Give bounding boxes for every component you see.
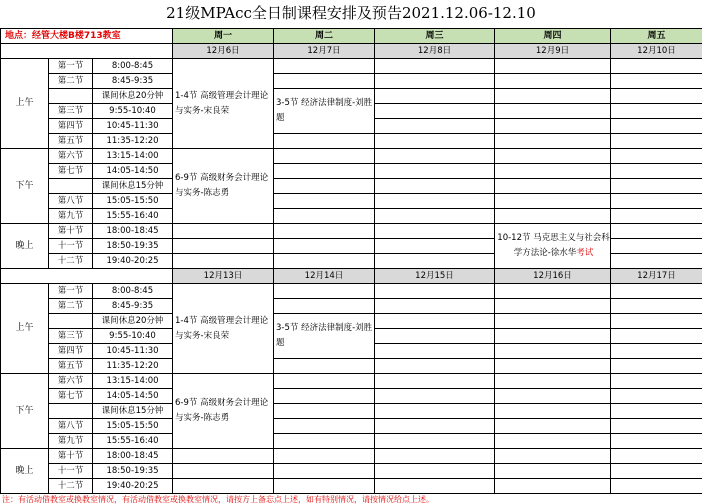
empty-slot bbox=[611, 119, 702, 134]
empty-slot bbox=[495, 344, 611, 359]
period-name: 十二节 bbox=[49, 479, 93, 494]
date-cell: 12月16日 bbox=[495, 269, 611, 284]
empty-slot bbox=[375, 314, 495, 329]
period-time: 9:55-10:40 bbox=[93, 329, 173, 344]
empty-slot bbox=[375, 74, 495, 89]
empty-slot bbox=[375, 284, 495, 299]
empty-slot bbox=[274, 419, 375, 434]
period-name: 第四节 bbox=[49, 119, 93, 134]
empty-slot bbox=[495, 134, 611, 149]
empty-slot bbox=[375, 299, 495, 314]
period-name: 第七节 bbox=[49, 389, 93, 404]
weekday-header: 周三 bbox=[375, 29, 495, 44]
empty-slot bbox=[173, 479, 274, 494]
empty-slot bbox=[495, 374, 611, 389]
empty-slot bbox=[611, 179, 702, 194]
empty-slot bbox=[173, 464, 274, 479]
empty-slot bbox=[274, 464, 375, 479]
empty-slot bbox=[495, 74, 611, 89]
empty-slot bbox=[495, 119, 611, 134]
period-time: 15:55-16:40 bbox=[93, 434, 173, 449]
weekday-header: 周二 bbox=[274, 29, 375, 44]
empty-slot bbox=[611, 374, 702, 389]
empty-slot bbox=[611, 149, 702, 164]
empty-slot bbox=[375, 149, 495, 164]
date-cell: 12月8日 bbox=[375, 44, 495, 59]
empty-slot bbox=[375, 134, 495, 149]
period-time: 课间休息20分钟 bbox=[93, 89, 173, 104]
period-time: 11:35-12:20 bbox=[93, 359, 173, 374]
period-time: 13:15-14:00 bbox=[93, 149, 173, 164]
empty-slot bbox=[375, 119, 495, 134]
date-cell: 12月15日 bbox=[375, 269, 495, 284]
course-block: 6-9节 高级财务会计理论与实务-陈志勇 bbox=[173, 149, 274, 224]
empty-slot bbox=[274, 449, 375, 464]
empty-slot bbox=[375, 224, 495, 239]
empty-slot bbox=[495, 479, 611, 494]
empty-slot bbox=[611, 59, 702, 74]
empty-slot bbox=[375, 434, 495, 449]
empty-slot bbox=[375, 329, 495, 344]
empty-slot bbox=[611, 314, 702, 329]
empty-slot bbox=[274, 404, 375, 419]
empty-slot bbox=[274, 74, 375, 89]
period-time: 14:05-14:50 bbox=[93, 389, 173, 404]
empty-slot bbox=[375, 419, 495, 434]
period-time: 15:55-16:40 bbox=[93, 209, 173, 224]
period-time: 10:45-11:30 bbox=[93, 344, 173, 359]
empty-slot bbox=[375, 194, 495, 209]
empty-slot bbox=[274, 59, 375, 74]
empty-slot bbox=[611, 344, 702, 359]
empty-slot bbox=[375, 89, 495, 104]
empty-slot bbox=[611, 209, 702, 224]
period-time: 11:35-12:20 bbox=[93, 134, 173, 149]
period-name: 第八节 bbox=[49, 419, 93, 434]
empty-slot bbox=[274, 179, 375, 194]
period-time: 课间休息15分钟 bbox=[93, 179, 173, 194]
period-name: 十一节 bbox=[49, 464, 93, 479]
empty-slot bbox=[495, 389, 611, 404]
empty-slot bbox=[495, 209, 611, 224]
empty-slot bbox=[495, 464, 611, 479]
empty-slot bbox=[173, 254, 274, 269]
empty-slot bbox=[611, 284, 702, 299]
empty-slot bbox=[611, 434, 702, 449]
empty-slot bbox=[375, 209, 495, 224]
empty-slot bbox=[274, 164, 375, 179]
date-row-spacer bbox=[1, 44, 173, 59]
empty-slot bbox=[611, 134, 702, 149]
half-day-morning: 上午 bbox=[1, 59, 49, 149]
period-name: 第三节 bbox=[49, 329, 93, 344]
empty-slot bbox=[611, 419, 702, 434]
half-day-morning: 上午 bbox=[1, 284, 49, 374]
period-name: 第四节 bbox=[49, 344, 93, 359]
date-cell: 12月14日 bbox=[274, 269, 375, 284]
period-name: 第一节 bbox=[49, 59, 93, 74]
period-time: 13:15-14:00 bbox=[93, 374, 173, 389]
course-block: 1-4节 高级管理会计理论与实务-宋良荣 bbox=[173, 284, 274, 374]
location-label: 地点：经管大楼B楼713教室 bbox=[1, 29, 173, 44]
period-name: 第二节 bbox=[49, 74, 93, 89]
empty-slot bbox=[274, 374, 375, 389]
empty-slot bbox=[611, 104, 702, 119]
empty-slot bbox=[375, 374, 495, 389]
empty-slot bbox=[611, 329, 702, 344]
empty-slot bbox=[611, 464, 702, 479]
empty-slot bbox=[274, 239, 375, 254]
empty-slot bbox=[611, 239, 702, 254]
empty-slot bbox=[375, 464, 495, 479]
empty-slot bbox=[495, 299, 611, 314]
empty-slot bbox=[495, 59, 611, 74]
period-time: 8:45-9:35 bbox=[93, 299, 173, 314]
empty-slot bbox=[375, 59, 495, 74]
course-block: 1-4节 高级管理会计理论与实务-宋良荣 bbox=[173, 59, 274, 149]
period-name: 第六节 bbox=[49, 374, 93, 389]
empty-slot bbox=[274, 224, 375, 239]
date-row-spacer bbox=[1, 269, 173, 284]
page-title: 21级MPAcc全日制课程安排及预告2021.12.06-12.10 bbox=[166, 4, 536, 22]
date-cell: 12月7日 bbox=[274, 44, 375, 59]
date-cell: 12月10日 bbox=[611, 44, 702, 59]
empty-slot bbox=[611, 224, 702, 239]
empty-slot bbox=[611, 164, 702, 179]
period-time: 8:00-8:45 bbox=[93, 59, 173, 74]
empty-slot bbox=[173, 239, 274, 254]
empty-slot bbox=[495, 164, 611, 179]
course-block: 3-5节 经济法律制度-刘胜题 bbox=[274, 314, 375, 359]
empty-slot bbox=[375, 239, 495, 254]
empty-slot bbox=[495, 179, 611, 194]
empty-slot bbox=[495, 434, 611, 449]
period-name: 十一节 bbox=[49, 239, 93, 254]
period-time: 课间休息15分钟 bbox=[93, 404, 173, 419]
period-time: 19:40-20:25 bbox=[93, 479, 173, 494]
empty-slot bbox=[274, 209, 375, 224]
period-time: 18:00-18:45 bbox=[93, 224, 173, 239]
empty-slot bbox=[274, 134, 375, 149]
empty-slot bbox=[611, 89, 702, 104]
weekday-header: 周四 bbox=[495, 29, 611, 44]
period-time: 18:50-19:35 bbox=[93, 464, 173, 479]
empty-slot bbox=[274, 299, 375, 314]
period-name: 第六节 bbox=[49, 149, 93, 164]
empty-slot bbox=[375, 389, 495, 404]
empty-slot bbox=[375, 479, 495, 494]
empty-slot bbox=[375, 359, 495, 374]
empty-slot bbox=[173, 449, 274, 464]
period-name bbox=[49, 179, 93, 194]
period-name bbox=[49, 404, 93, 419]
course-block bbox=[495, 224, 611, 269]
empty-slot bbox=[495, 359, 611, 374]
schedule-table bbox=[0, 28, 702, 494]
empty-slot bbox=[375, 344, 495, 359]
period-time: 8:00-8:45 bbox=[93, 284, 173, 299]
empty-slot bbox=[495, 89, 611, 104]
empty-slot bbox=[495, 284, 611, 299]
period-name: 第九节 bbox=[49, 434, 93, 449]
period-time: 18:50-19:35 bbox=[93, 239, 173, 254]
empty-slot bbox=[495, 104, 611, 119]
date-cell: 12月9日 bbox=[495, 44, 611, 59]
period-time: 14:05-14:50 bbox=[93, 164, 173, 179]
empty-slot bbox=[611, 449, 702, 464]
period-time: 课间休息20分钟 bbox=[93, 314, 173, 329]
empty-slot bbox=[274, 194, 375, 209]
period-name: 第一节 bbox=[49, 284, 93, 299]
exam-label: 考试 bbox=[576, 248, 594, 258]
empty-slot bbox=[611, 194, 702, 209]
half-day-evening: 晚上 bbox=[1, 449, 49, 494]
empty-slot bbox=[611, 479, 702, 494]
empty-slot bbox=[495, 449, 611, 464]
weekday-header: 周一 bbox=[173, 29, 274, 44]
date-cell: 12月13日 bbox=[173, 269, 274, 284]
empty-slot bbox=[274, 389, 375, 404]
period-name: 第二节 bbox=[49, 299, 93, 314]
weekday-header: 周五 bbox=[611, 29, 702, 44]
empty-slot bbox=[611, 404, 702, 419]
period-name: 第八节 bbox=[49, 194, 93, 209]
period-name: 第十节 bbox=[49, 224, 93, 239]
period-time: 19:40-20:25 bbox=[93, 254, 173, 269]
empty-slot bbox=[495, 314, 611, 329]
date-cell: 12月17日 bbox=[611, 269, 702, 284]
empty-slot bbox=[274, 254, 375, 269]
empty-slot bbox=[611, 299, 702, 314]
period-name: 第七节 bbox=[49, 164, 93, 179]
empty-slot bbox=[611, 254, 702, 269]
empty-slot bbox=[495, 329, 611, 344]
period-name: 第九节 bbox=[49, 209, 93, 224]
period-time: 8:45-9:35 bbox=[93, 74, 173, 89]
empty-slot bbox=[375, 404, 495, 419]
period-name: 第五节 bbox=[49, 134, 93, 149]
empty-slot bbox=[495, 419, 611, 434]
period-time: 15:05-15:50 bbox=[93, 194, 173, 209]
empty-slot bbox=[375, 179, 495, 194]
empty-slot bbox=[274, 149, 375, 164]
period-time: 9:55-10:40 bbox=[93, 104, 173, 119]
period-name: 第十节 bbox=[49, 449, 93, 464]
course-block: 3-5节 经济法律制度-刘胜题 bbox=[274, 89, 375, 134]
empty-slot bbox=[495, 404, 611, 419]
period-name bbox=[49, 314, 93, 329]
empty-slot bbox=[173, 224, 274, 239]
period-name: 十二节 bbox=[49, 254, 93, 269]
empty-slot bbox=[274, 434, 375, 449]
period-time: 10:45-11:30 bbox=[93, 119, 173, 134]
empty-slot bbox=[375, 164, 495, 179]
empty-slot bbox=[274, 359, 375, 374]
date-cell: 12月6日 bbox=[173, 44, 274, 59]
period-time: 15:05-15:50 bbox=[93, 419, 173, 434]
empty-slot bbox=[274, 284, 375, 299]
period-name: 第五节 bbox=[49, 359, 93, 374]
footer-note: 注：有活动借教室或换教室情况，有活动借教室或换教室情况，请按方上备忘点上述，如有特别情况，请按情况给点上述。 bbox=[2, 495, 434, 504]
course-text: 10-12节 马克思主义与社会科学方法论-徐水华 bbox=[497, 233, 610, 258]
period-time: 18:00-18:45 bbox=[93, 449, 173, 464]
empty-slot bbox=[375, 254, 495, 269]
period-name bbox=[49, 89, 93, 104]
empty-slot bbox=[495, 194, 611, 209]
empty-slot bbox=[495, 149, 611, 164]
empty-slot bbox=[611, 74, 702, 89]
half-day-afternoon: 下午 bbox=[1, 374, 49, 449]
empty-slot bbox=[274, 479, 375, 494]
course-block: 6-9节 高级财务会计理论与实务-陈志勇 bbox=[173, 374, 274, 449]
period-name: 第三节 bbox=[49, 104, 93, 119]
empty-slot bbox=[375, 104, 495, 119]
empty-slot bbox=[611, 389, 702, 404]
half-day-evening: 晚上 bbox=[1, 224, 49, 269]
half-day-afternoon: 下午 bbox=[1, 149, 49, 224]
empty-slot bbox=[375, 449, 495, 464]
empty-slot bbox=[611, 359, 702, 374]
